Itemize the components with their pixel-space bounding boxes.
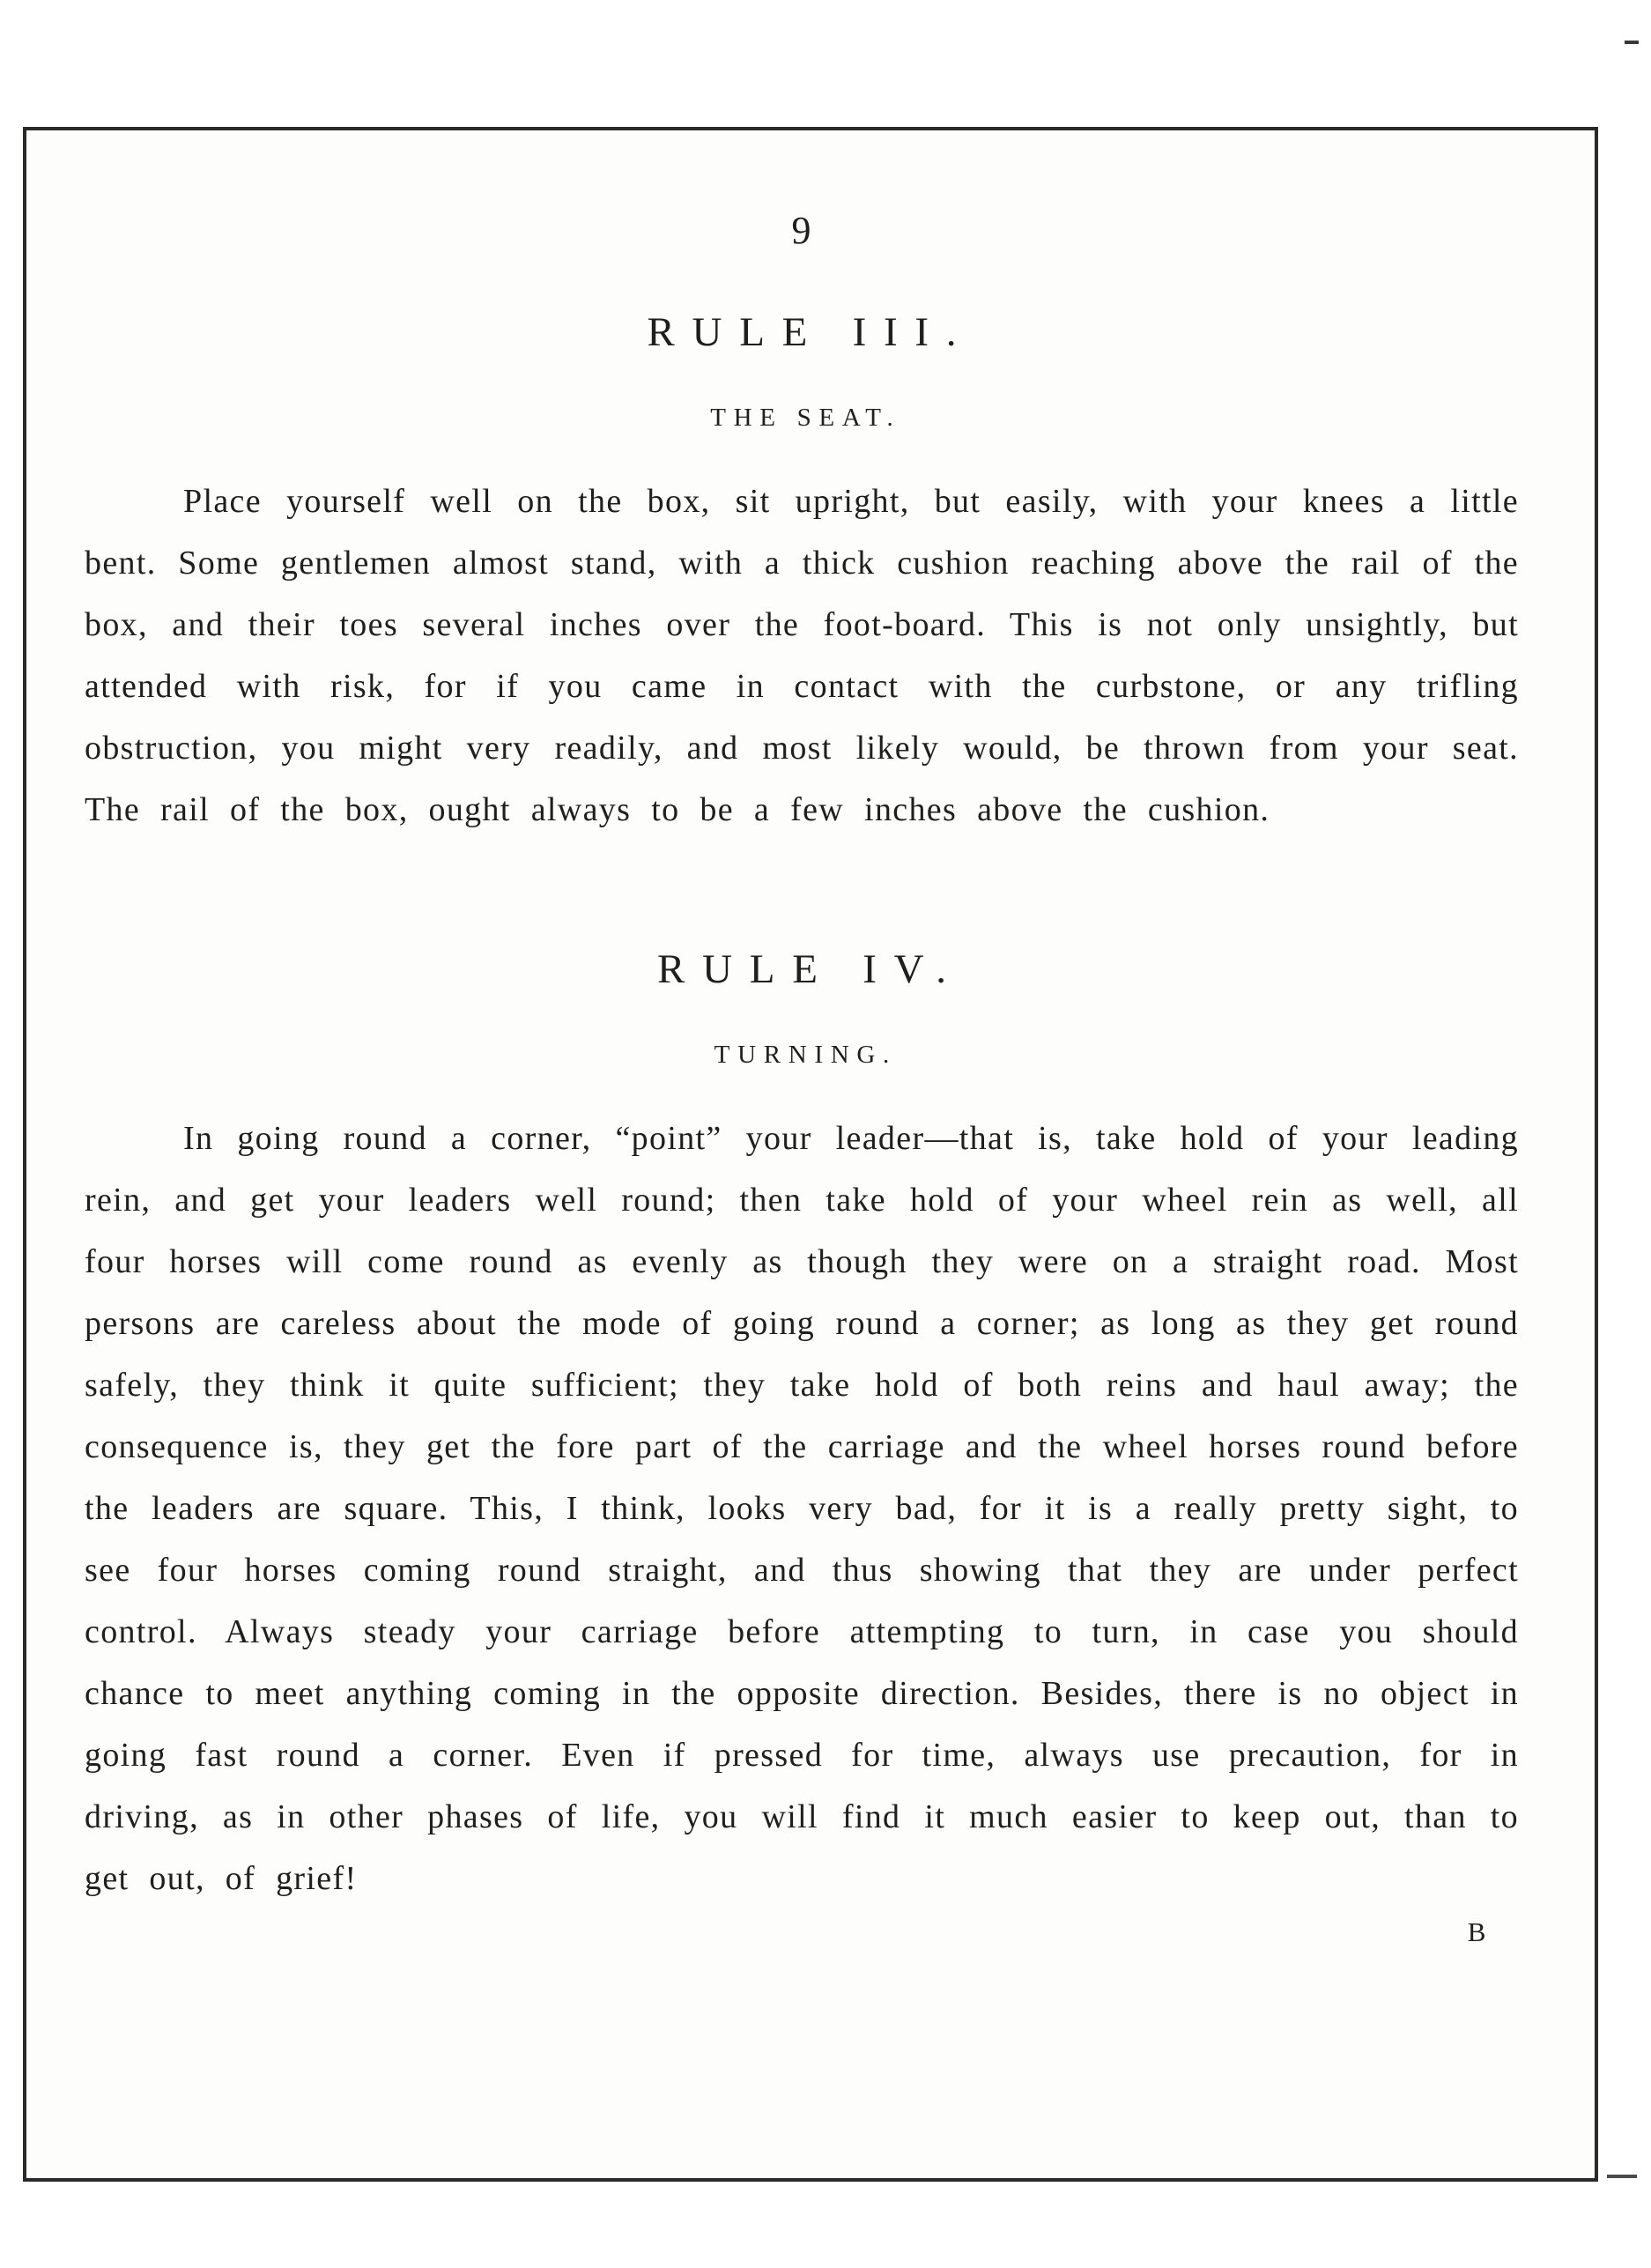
- section-rule-3: [85, 308, 1519, 841]
- page-number: 9: [791, 209, 812, 252]
- section-rule-4: [85, 945, 1519, 1909]
- page-content: [26, 130, 1595, 1948]
- rule-4-subheading: TURNING.: [714, 1041, 898, 1070]
- rule-3-body-paragraph: Place yourself well on the box, sit upright, but easily, with your knees a little bent. Some gentlemen almost stand, with a thick cushion reaching above the rail of the box, and their toes several inches over the foot-board. This is not only unsightly, but attended with risk, for if you came in contact with the curbstone, or any trifling obstruction, you might very readily, and most likely would, be thrown from your seat. The rail of the box, ought always to be a few inches above the cushion.: [85, 482, 1519, 828]
- rule-4-heading: RULE IV.: [657, 945, 964, 992]
- rule-3-heading: RULE III.: [647, 308, 974, 355]
- scan-artifact-dash-bottom: [1607, 2175, 1637, 2178]
- rule-4-body-paragraph: In going round a corner, “point” your leader—that is, take hold of your leading rein, and get your leaders well round; then take hold of your wheel rein as well, all four horses will come round as evenly as though they were on a straight road. Most persons are careless about the mode of going round a corner; as long as they get round safely, they think it quite sufficient; they take hold of both reins and haul away; the consequence is, they get the fore part of the carriage and the wheel horses round before the leaders are square. This, I think, looks very bad, for it is a really pretty sight, to see four horses coming round straight, and thus showing that they are under perfect control. Always steady your carriage before attempting to turn, in case you should chance to meet anything coming in the opposite direction. Besides, there is no object in going fast round a corner. Even if pressed for time, always use precaution, for in driving, as in other phases of life, you will find it much easier to keep out, than to get out, of grief!: [85, 1120, 1519, 1898]
- rule-3-subheading: THE SEAT.: [710, 404, 901, 433]
- signature-mark: B: [1467, 1916, 1487, 1948]
- book-page-frame: [23, 127, 1598, 2182]
- scan-artifact-dash-top: [1625, 41, 1639, 44]
